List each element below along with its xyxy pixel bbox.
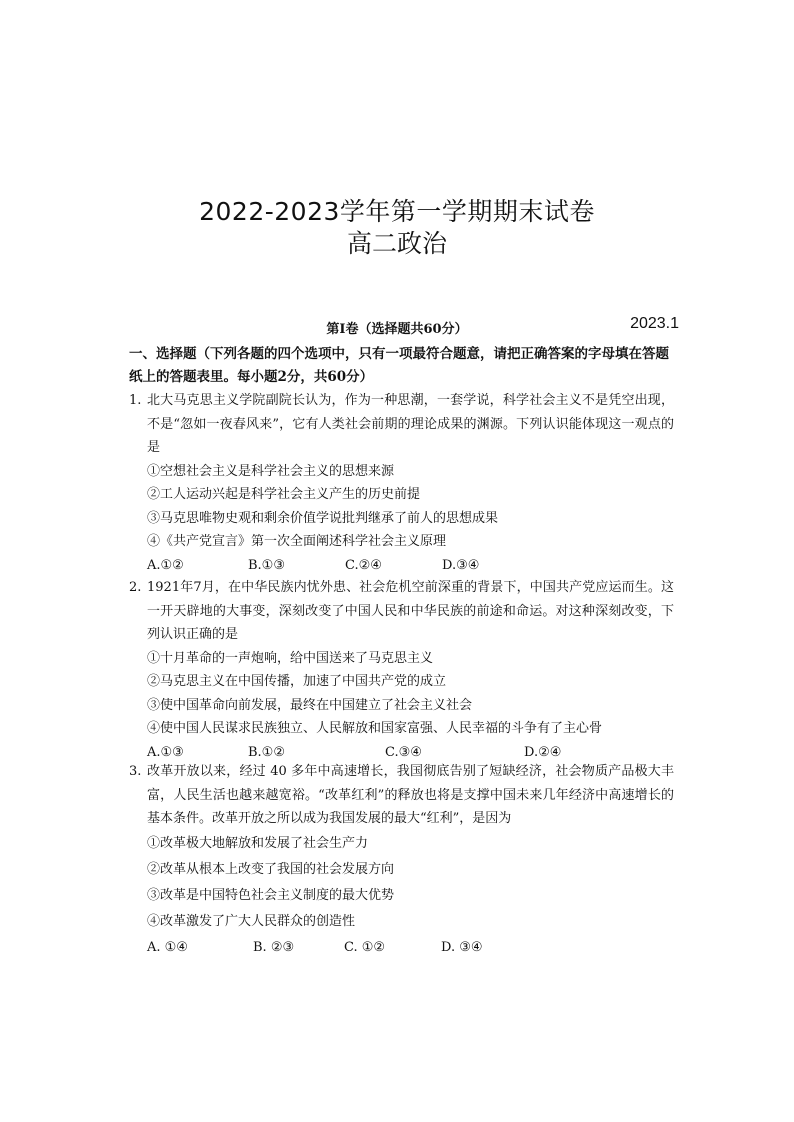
question-option: ③改革是中国特色社会主义制度的最大优势 (147, 887, 395, 903)
choice-a: A. ①④ (147, 939, 188, 955)
question-option: ③使中国革命向前发展，最终在中国建立了社会主义社会 (147, 697, 473, 713)
choice-b: B.①② (248, 744, 285, 760)
question-stem: 改革开放以来，经过 40 多年中高速增长，我国彻底告别了短缺经济，社会物质产品极大丰富，人民生活也越来越宽裕。“改革红利”的释放也将是支撑中国未来几年经济中高速增长的基本条件。改革开放之所以成为我国发展的最大“红利”，是因为 (147, 764, 674, 826)
question-option: ③马克思唯物史观和剩余价值学说批判继承了前人的思想成果 (147, 510, 499, 526)
choice-a: A.①③ (147, 744, 184, 760)
answer-choices (147, 554, 674, 578)
part-title: 第Ⅰ卷（选择题共60分） (326, 322, 468, 337)
question-option: ④改革激发了广大人民群众的创造性 (147, 913, 356, 929)
choice-a: A.①② (147, 557, 184, 573)
question-option: ②工人运动兴起是科学社会主义产生的历史前提 (147, 487, 421, 502)
question-1 (129, 389, 674, 577)
question-number: 1. (129, 393, 142, 408)
question-option: ①改革极大地解放和发展了社会生产力 (147, 835, 369, 851)
question-number: 3. (129, 764, 142, 779)
exam-title-line2: 高二政治 (346, 229, 447, 258)
choice-d: D. ③④ (441, 939, 483, 955)
answer-choices (147, 935, 674, 961)
choice-c: C.②④ (345, 557, 382, 573)
question-option: ②改革从根本上改变了我国的社会发展方向 (147, 861, 395, 877)
exam-title-line1: 2022-2023学年第一学期期末试卷 (199, 197, 595, 226)
section-heading: 一、选择题（下列各题的四个选项中，只有一项最符合题意，请把正确答案的字母填在答题纸上的答题表里。每小题2分，共60分） (129, 346, 669, 385)
question-option: ①十月革命的一声炮响，给中国送来了马克思主义 (147, 650, 434, 666)
choice-c: C.③④ (385, 744, 422, 760)
question-option: ①空想社会主义是科学社会主义的思想来源 (147, 463, 395, 479)
choice-d: D.②④ (524, 744, 562, 760)
choice-b: B. ②③ (253, 939, 295, 955)
question-2 (129, 576, 674, 764)
question-option: ④《共产党宣言》第一次全面阐述科学社会主义原理 (147, 534, 447, 549)
question-3 (129, 760, 674, 961)
question-number: 2. (129, 580, 142, 595)
exam-title (0, 196, 794, 260)
question-stem: 北大马克思主义学院副院长认为，作为一种思潮，一套学说，科学社会主义不是凭空出现，不是“忽如一夜春风来”，它有人类社会前期的理论成果的渊源。下列认识能体现这一观点的是 (147, 393, 674, 455)
question-option: ④使中国人民谋求民族独立、人民解放和国家富强、人民幸福的斗争有了主心骨 (147, 721, 603, 736)
choice-c: C. ①② (344, 939, 386, 955)
question-stem: 1921年7月，在中华民族内忧外患、社会危机空前深重的背景下，中国共产党应运而生。这一开天辟地的大事变，深刻改变了中国人民和中华民族的前途和命运。对这种深刻改变，下列认识正确的是 (147, 580, 674, 642)
choice-b: B.①③ (248, 557, 285, 573)
choice-d: D.③④ (442, 557, 480, 573)
exam-date: 2023.1 (630, 315, 679, 332)
question-option: ②马克思主义在中国传播，加速了中国共产党的成立 (147, 674, 447, 689)
